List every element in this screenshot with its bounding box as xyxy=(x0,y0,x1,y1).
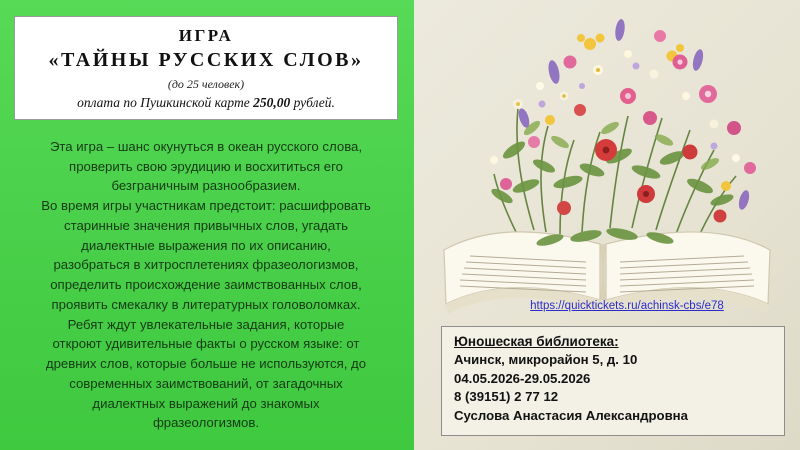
description-line: диалектных выражений до знакомых xyxy=(92,395,320,411)
description-line: определить происхождение заимствованных слов, xyxy=(50,277,362,293)
organization-name: Юношеская библиотека: xyxy=(454,334,619,349)
contact-person: Суслова Анастасия Александровна xyxy=(454,408,688,424)
payment-prefix: оплата по Пушкинской карте xyxy=(77,94,254,110)
description-line: откроют удивительные факты о русском языке: от xyxy=(52,336,360,352)
event-dates: 04.05.2026-29.05.2026 xyxy=(454,370,591,386)
open-book-with-wildflowers-icon xyxy=(414,0,800,330)
ticket-link[interactable]: https://quicktickets.ru/achinsk-cbs/e78 xyxy=(530,300,724,312)
description-line: Эта игра – шанс окунуться в океан русского слова, xyxy=(49,139,363,154)
description-line: фразеологизмов. xyxy=(152,415,260,431)
description-line: проявить смекалку в литературных головоломках. xyxy=(51,296,361,312)
description-line: безграничным разнообразием. xyxy=(111,178,301,194)
description-line: диалектные выражения по их описанию, xyxy=(81,237,331,253)
title-line-2: «ТАЙНЫ РУССКИХ СЛОВ» xyxy=(48,48,364,71)
capacity-note: (до 25 человек) xyxy=(167,76,245,91)
payment-note xyxy=(77,95,335,111)
description-line: разобраться в хитросплетениях фразеологизмов, xyxy=(53,257,359,273)
phone-number: 8 (39151) 2 77 12 xyxy=(454,389,559,405)
payment-suffix: рублей. xyxy=(290,94,335,110)
title-card xyxy=(14,16,398,120)
description-block xyxy=(10,138,402,434)
description-line: Ребят ждут увлекательные задания, которые xyxy=(67,316,345,332)
price-value: 250,00 xyxy=(253,94,291,110)
description-line: современных заимствований, от загадочных xyxy=(69,375,343,391)
title-line-1: ИГРА xyxy=(178,26,234,46)
contact-card xyxy=(441,326,785,436)
description-line: проверить свою эрудицию и восхититься его xyxy=(69,158,343,174)
description-line: старинные значения привычных слов, угадать xyxy=(63,217,348,233)
address: Ачинск, микрорайон 5, д. 10 xyxy=(454,352,638,367)
description-line: древних слов, которые больше не используются, до xyxy=(45,356,367,372)
description-line: Во время игры участникам предстоит: расшифровать xyxy=(41,198,371,214)
